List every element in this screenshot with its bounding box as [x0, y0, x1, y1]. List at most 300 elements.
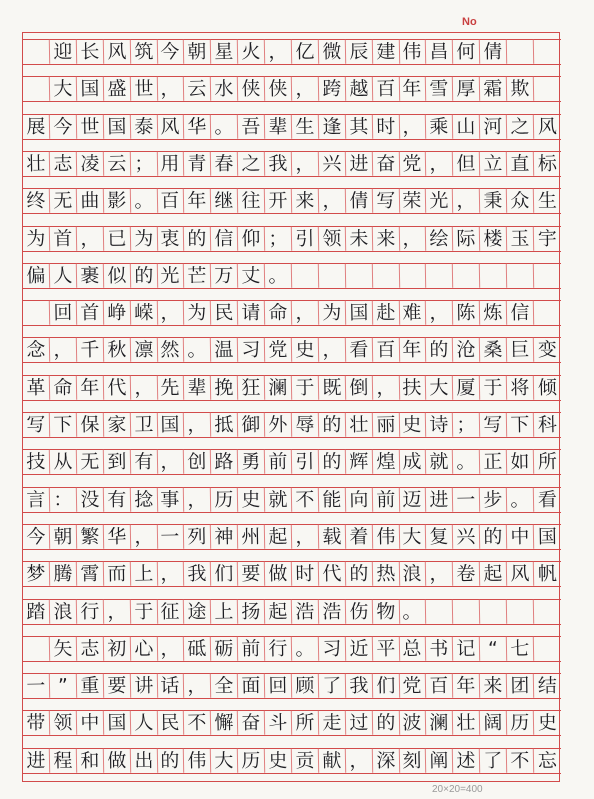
grid-cell: 命 [265, 301, 292, 325]
grid-paper [22, 32, 560, 782]
grid-cell [480, 599, 507, 623]
grid-cell: 辈 [265, 114, 292, 138]
grid-cell: 全 [211, 674, 238, 698]
grid-cell: ， [157, 77, 184, 101]
grid-cell: 山 [453, 114, 480, 138]
grid-cell: 荣 [399, 189, 426, 213]
grid-cell: 。 [292, 637, 319, 661]
grid-cell: 风 [103, 40, 130, 64]
grid-cell: 炼 [480, 301, 507, 325]
text-line [23, 561, 561, 587]
grid-cell: 民 [157, 711, 184, 735]
grid-cell [372, 264, 399, 288]
grid-cell: 民 [211, 301, 238, 325]
grid-cell: ， [50, 338, 77, 362]
text-line [23, 599, 561, 625]
grid-cell: 华 [103, 525, 130, 549]
grid-cell: 为 [130, 226, 157, 250]
grid-cell: 迎 [50, 40, 77, 64]
text-line [23, 337, 561, 363]
grid-cell: 来 [372, 226, 399, 250]
grid-cell: 七 [507, 637, 534, 661]
grid-cell: 领 [50, 711, 77, 735]
grid-cell: 生 [537, 189, 558, 212]
grid-cell [23, 40, 50, 64]
text-line [23, 487, 561, 513]
grid-cell: 春 [211, 152, 238, 176]
grid-cell: 的 [130, 264, 157, 288]
grid-cell: 。 [211, 114, 238, 138]
grid-cell: 代 [319, 562, 346, 586]
grid-cell [534, 301, 561, 325]
grid-cell: 时 [292, 562, 319, 586]
grid-cell: 标 [537, 152, 558, 175]
grid-cell [453, 599, 480, 623]
grid-cell: 亿 [292, 40, 319, 64]
grid-cell: 。 [265, 264, 292, 288]
grid-cell: 信 [507, 301, 534, 325]
grid-cell: 过 [345, 711, 372, 735]
grid-cell: 御 [238, 413, 265, 437]
grid-cell: 砺 [211, 637, 238, 661]
grid-cell: 事 [157, 487, 184, 511]
grid-cell: 百 [372, 77, 399, 101]
grid-cell: 大 [426, 375, 453, 399]
grid-cell: 朝 [50, 525, 77, 549]
grid-cell: 看 [345, 338, 372, 362]
grid-cell: 嵘 [130, 301, 157, 325]
grid-cell: 到 [103, 450, 130, 474]
grid-cell: ， [292, 301, 319, 325]
grid-cell: ； [265, 226, 292, 250]
grid-cell: 历 [238, 748, 265, 772]
grid-cell: 中 [77, 711, 104, 735]
text-line [23, 263, 561, 289]
grid-cell: 引 [292, 450, 319, 474]
grid-cell: 阔 [480, 711, 507, 735]
grid-cell: 秋 [103, 338, 130, 362]
grid-cell: 难 [399, 301, 426, 325]
grid-cell: 无 [50, 189, 77, 213]
grid-cell: 进 [426, 487, 453, 511]
grid-cell: 的 [319, 450, 346, 474]
grid-cell: 巨 [507, 338, 534, 362]
grid-cell: 水 [211, 77, 238, 101]
grid-cell: 书 [426, 637, 453, 661]
grid-cell: ， [184, 487, 211, 511]
grid-cell: 步 [480, 487, 507, 511]
grid-cell: 成 [399, 450, 426, 474]
grid-cell: 赴 [372, 301, 399, 325]
grid-cell: 上 [211, 599, 238, 623]
grid-cell: ： [50, 487, 77, 511]
grid-cell: 伟 [184, 748, 211, 772]
grid-cell: 千 [77, 338, 104, 362]
grid-cell: 。 [453, 450, 480, 474]
grid-cell [534, 637, 561, 661]
grid-cell: ， [103, 599, 130, 623]
grid-cell: 厦 [453, 375, 480, 399]
grid-cell: 繁 [77, 525, 104, 549]
grid-cell: 一 [453, 487, 480, 511]
grid-cell: 途 [184, 599, 211, 623]
grid-cell: ， [372, 375, 399, 399]
grid-cell: 已 [103, 226, 130, 250]
grid-cell: 霜 [480, 77, 507, 101]
grid-cell: 腾 [50, 562, 77, 586]
grid-cell: 所 [292, 711, 319, 735]
text-line [23, 449, 561, 475]
grid-cell: 历 [507, 711, 534, 735]
grid-cell: 的 [426, 338, 453, 362]
grid-cell: 前 [265, 450, 292, 474]
grid-cell: 的 [372, 711, 399, 735]
grid-cell: 有 [103, 487, 130, 511]
grid-cell: 何 [453, 40, 480, 64]
grid-cell: 展 [23, 114, 50, 138]
grid-cell [534, 40, 561, 64]
grid-cell: 。 [507, 487, 534, 511]
grid-cell: 路 [211, 450, 238, 474]
grid-cell: ， [157, 562, 184, 586]
grid-cell: 狂 [238, 375, 265, 399]
grid-cell: 引 [292, 226, 319, 250]
grid-cell: 欺 [507, 77, 534, 101]
grid-cell: 从 [50, 450, 77, 474]
grid-cell: 厚 [453, 77, 480, 101]
grid-cell: 中 [507, 525, 534, 549]
grid-cell: 浩 [319, 599, 346, 623]
grid-cell: 为 [184, 301, 211, 325]
grid-cell: 贡 [292, 748, 319, 772]
grid-cell: 立 [480, 152, 507, 176]
grid-cell: 砥 [184, 637, 211, 661]
grid-cell: 首 [77, 301, 104, 325]
text-line [23, 748, 561, 774]
grid-cell: 史 [399, 413, 426, 437]
grid-cell: ， [399, 226, 426, 250]
text-line [23, 636, 561, 662]
grid-cell: 辰 [345, 40, 372, 64]
grid-cell: 我 [345, 674, 372, 698]
grid-cell: 侠 [265, 77, 292, 101]
grid-cell: 史 [292, 338, 319, 362]
grid-cell: 光 [426, 189, 453, 213]
grid-cell [507, 599, 534, 623]
grid-cell: 楼 [480, 226, 507, 250]
grid-cell: 大 [50, 77, 77, 101]
grid-cell: 能 [319, 487, 346, 511]
grid-cell: 矢 [50, 637, 77, 661]
grid-cell: ， [265, 40, 292, 64]
grid-cell: 为 [319, 301, 346, 325]
grid-cell: 代 [103, 375, 130, 399]
grid-cell: 百 [157, 189, 184, 213]
grid-cell: 深 [372, 748, 399, 772]
grid-cell: 年 [77, 375, 104, 399]
grid-cell: 倩 [345, 189, 372, 213]
grid-cell: 澜 [426, 711, 453, 735]
text-line [23, 412, 561, 438]
grid-cell: 进 [345, 152, 372, 176]
grid-cell: ， [157, 301, 184, 325]
grid-cell: 波 [399, 711, 426, 735]
grid-cell: 创 [184, 450, 211, 474]
grid-cell: 上 [130, 562, 157, 586]
grid-cell: 秉 [480, 189, 507, 213]
text-line [23, 673, 561, 699]
grid-cell: 家 [103, 413, 130, 437]
grid-cell: 外 [265, 413, 292, 437]
grid-cell: 史 [537, 711, 558, 735]
grid-cell: 兴 [319, 152, 346, 176]
grid-cell: 今 [50, 114, 77, 138]
grid-cell: 的 [184, 226, 211, 250]
grid-cell: 。 [399, 599, 426, 623]
grid-cell: 和 [77, 748, 104, 772]
grid-cell: 如 [507, 450, 534, 474]
grid-cell: 国 [77, 77, 104, 101]
grid-cell: 雪 [426, 77, 453, 101]
grid-cell: ， [453, 189, 480, 213]
grid-cell: 长 [77, 40, 104, 64]
grid-cell: 终 [23, 189, 50, 213]
grid-cell: 辉 [345, 450, 372, 474]
grid-cell: 挽 [211, 375, 238, 399]
grid-cell: 越 [345, 77, 372, 101]
serial-number-mark: No [462, 16, 477, 28]
grid-cell: ， [184, 413, 211, 437]
grid-cell: 裹 [77, 264, 104, 288]
grid-cell: 来 [292, 189, 319, 213]
grid-cell: 的 [345, 562, 372, 586]
grid-cell: 沧 [453, 338, 480, 362]
grid-cell: 光 [157, 264, 184, 288]
grid-cell: ， [184, 674, 211, 698]
grid-cell [426, 264, 453, 288]
grid-cell: 时 [372, 114, 399, 138]
grid-cell: 看 [537, 487, 558, 511]
grid-cell [507, 40, 534, 64]
grid-cell [399, 264, 426, 288]
grid-cell: 请 [238, 301, 265, 325]
grid-cell: 霄 [77, 562, 104, 586]
grid-cell: 历 [211, 487, 238, 511]
grid-cell: 卷 [453, 562, 480, 586]
text-line [23, 114, 561, 140]
grid-cell: 习 [238, 338, 265, 362]
grid-cell: 浪 [50, 599, 77, 623]
grid-cell: 年 [184, 189, 211, 213]
grid-cell: 青 [184, 152, 211, 176]
grid-cell: 筑 [130, 40, 157, 64]
grid-cell: 踏 [23, 599, 50, 623]
grid-cell: 列 [184, 525, 211, 549]
grid-cell: 团 [507, 674, 534, 698]
grid-cell: 刻 [399, 748, 426, 772]
grid-cell [23, 77, 50, 101]
grid-cell: 勇 [238, 450, 265, 474]
grid-cell: 之 [507, 114, 534, 138]
grid-cell: 峥 [103, 301, 130, 325]
grid-cell: 就 [426, 450, 453, 474]
grid-cell: ； [130, 152, 157, 176]
grid-cell: 迈 [399, 487, 426, 511]
grid-cell [426, 599, 453, 623]
grid-cell: 的 [319, 413, 346, 437]
grid-cell: 国 [103, 114, 130, 138]
grid-cell: 逢 [319, 114, 346, 138]
grid-cell: 话 [157, 674, 184, 698]
grid-cell: 下 [50, 413, 77, 437]
grid-cell: 有 [130, 450, 157, 474]
grid-cell: 斗 [265, 711, 292, 735]
grid-cell: 抵 [211, 413, 238, 437]
grid-cell: 辈 [184, 375, 211, 399]
grid-cell: 丽 [372, 413, 399, 437]
text-line [23, 151, 561, 177]
grid-cell: 史 [238, 487, 265, 511]
grid-cell: 生 [292, 114, 319, 138]
grid-cell: 既 [319, 375, 346, 399]
grid-cell: 物 [372, 599, 399, 623]
grid-cell: ， [426, 562, 453, 586]
grid-cell: 记 [453, 637, 480, 661]
grid-cell [534, 264, 561, 288]
grid-cell [319, 264, 346, 288]
grid-cell: 其 [345, 114, 372, 138]
text-line [23, 39, 561, 65]
grid-cell: 朝 [184, 40, 211, 64]
grid-cell: 党 [399, 152, 426, 176]
grid-cell: 丈 [238, 264, 265, 288]
grid-cell: 吾 [238, 114, 265, 138]
grid-cell: 初 [103, 637, 130, 661]
grid-cell: ； [453, 413, 480, 437]
grid-cell: 壮 [453, 711, 480, 735]
grid-cell: 做 [103, 748, 130, 772]
grid-cell: 忘 [537, 749, 558, 772]
grid-cell: 顾 [292, 674, 319, 698]
grid-cell: 芒 [184, 264, 211, 288]
grid-cell: 继 [211, 189, 238, 213]
grid-cell: 讲 [130, 674, 157, 698]
grid-cell: 为 [23, 226, 50, 250]
grid-cell: 不 [507, 748, 534, 772]
grid-cell: 国 [103, 711, 130, 735]
grid-cell: 没 [77, 487, 104, 511]
grid-cell: ， [157, 637, 184, 661]
grid-cell: 风 [157, 114, 184, 138]
grid-cell: 将 [507, 375, 534, 399]
grid-cell: 了 [319, 674, 346, 698]
grid-cell: 玉 [507, 226, 534, 250]
grid-cell: ， [130, 525, 157, 549]
grid-cell: 行 [77, 599, 104, 623]
grid-cell: 星 [211, 40, 238, 64]
grid-cell: 仰 [238, 226, 265, 250]
grid-cell: ， [292, 77, 319, 101]
grid-cell: 。 [130, 189, 157, 213]
grid-cell: 要 [103, 674, 130, 698]
grid-cell: 懈 [211, 711, 238, 735]
text-line [23, 524, 561, 550]
grid-cell: 起 [480, 562, 507, 586]
grid-cell: 党 [399, 674, 426, 698]
grid-cell: 献 [319, 748, 346, 772]
grid-cell: 保 [77, 413, 104, 437]
grid-cell: 年 [399, 77, 426, 101]
grid-cell: 凛 [130, 338, 157, 362]
grid-cell: 所 [537, 450, 558, 473]
grid-cell: 人 [50, 264, 77, 288]
grid-cell: 科 [537, 413, 558, 436]
grid-cell: 浪 [399, 562, 426, 586]
grid-cell: 变 [537, 338, 558, 362]
grid-cell: 们 [372, 674, 399, 698]
grid-cell: 信 [211, 226, 238, 250]
grid-cell: 我 [265, 152, 292, 176]
grid-cell: 澜 [265, 375, 292, 399]
grid-cell: 之 [238, 152, 265, 176]
grid-cell: 河 [480, 114, 507, 138]
grid-cell: 做 [265, 562, 292, 586]
grid-cell: 要 [238, 562, 265, 586]
grid-cell: ， [292, 525, 319, 549]
grid-cell: 向 [345, 487, 372, 511]
grid-cell: 一 [23, 674, 50, 698]
grid-cell [534, 77, 561, 101]
grid-cell: 来 [480, 674, 507, 698]
grid-cell: ， [77, 226, 104, 250]
grid-cell: 党 [265, 338, 292, 362]
grid-cell: 今 [157, 40, 184, 64]
grid-cell: 大 [211, 748, 238, 772]
text-line [23, 188, 561, 214]
grid-cell: 云 [103, 152, 130, 176]
grid-cell: 无 [77, 450, 104, 474]
grid-cell: 习 [319, 637, 346, 661]
grid-cell: 未 [345, 226, 372, 250]
text-line [23, 375, 561, 401]
grid-cell: 于 [480, 375, 507, 399]
grid-cell: 侠 [238, 77, 265, 101]
grid-cell: 但 [453, 152, 480, 176]
grid-cell: ， [319, 338, 346, 362]
grid-cell: 带 [23, 711, 50, 735]
grid-cell: 了 [480, 748, 507, 772]
grid-cell: 一 [157, 525, 184, 549]
grid-cell: 们 [211, 562, 238, 586]
grid-cell: 万 [211, 264, 238, 288]
grid-cell: 桑 [480, 338, 507, 362]
grid-cell: 我 [184, 562, 211, 586]
grid-cell: 倒 [345, 375, 372, 399]
grid-cell: 似 [103, 264, 130, 288]
grid-cell: ， [426, 152, 453, 176]
grid-cell: 建 [372, 40, 399, 64]
grid-cell: 捻 [130, 487, 157, 511]
grid-cell: 世 [130, 77, 157, 101]
grid-cell: 前 [372, 487, 399, 511]
grid-cell: 昌 [426, 40, 453, 64]
grid-cell: 年 [453, 674, 480, 698]
grid-cell: 不 [292, 487, 319, 511]
grid-cell [507, 264, 534, 288]
grid-cell: 述 [453, 748, 480, 772]
grid-cell: 起 [265, 525, 292, 549]
grid-cell: 面 [238, 674, 265, 698]
